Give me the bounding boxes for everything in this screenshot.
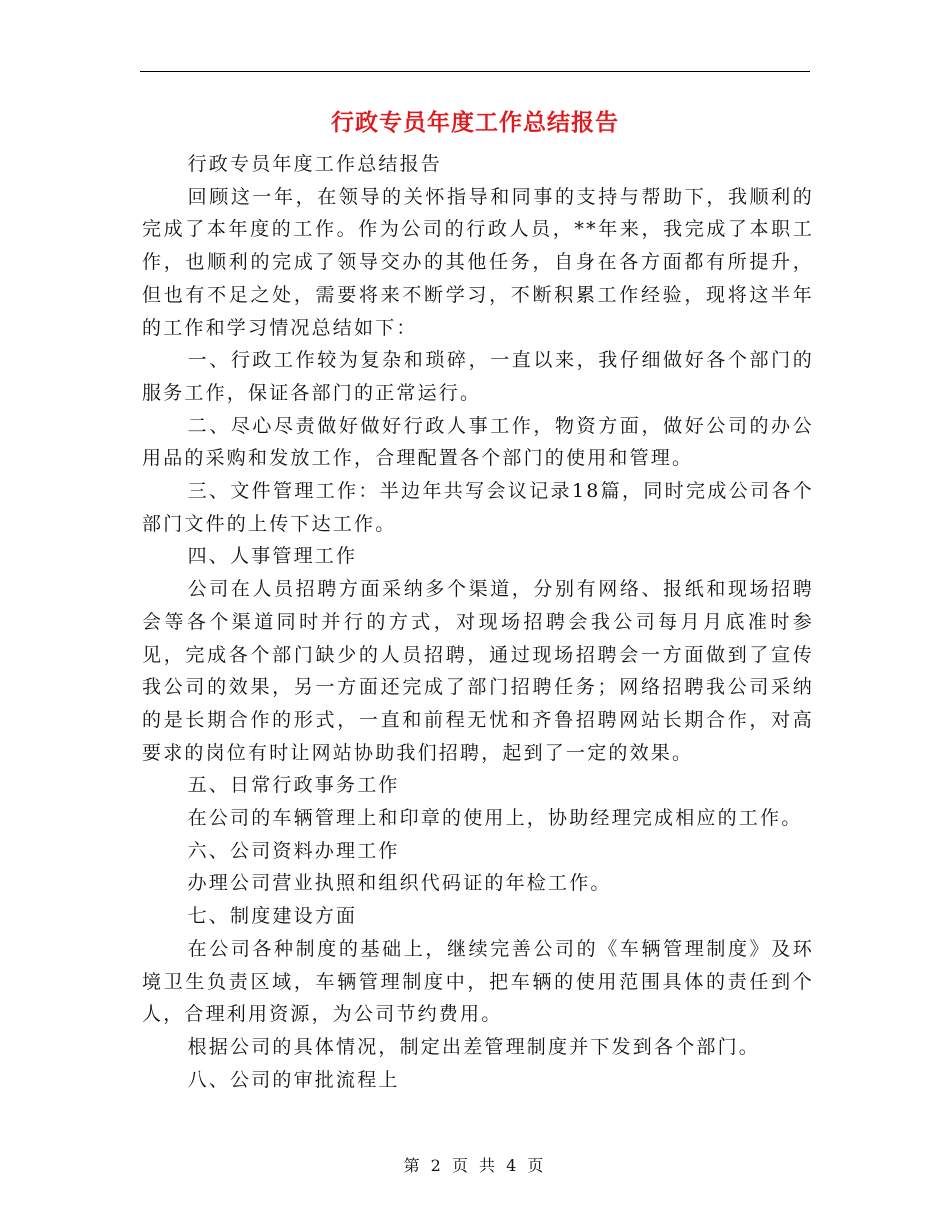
document-title: 行政专员年度工作总结报告 [331,109,619,136]
paragraph: 公司在人员招聘方面采纳多个渠道，分别有网络、报纸和现场招聘会等各个渠道同时并行的方式，对现场招聘会我公司每月月底准时参见，完成各个部门缺少的人员招聘，通过现场招聘会一方面做到了宣传我公司的效果，另一方面还完成了部门招聘任务；网络招聘我公司采纳的是长期合作的形式，一直和前程无忧和齐鲁招聘网站长期合作，对高要求的岗位有时让网站协助我们招聘，起到了一定的效果。 [142,578,814,764]
section-heading: 七、制度建设方面 [187,905,358,928]
paragraph: 三、文件管理工作：半边年共写会议记录18篇，同时完成公司各个部门文件的上传下达工作。 [142,480,814,535]
section-heading: 四、人事管理工作 [187,545,358,568]
section-heading: 六、公司资料办理工作 [187,839,400,862]
paragraph: 在公司的车辆管理上和印章的使用上，协助经理完成相应的工作。 [187,807,803,830]
paragraph: 行政专员年度工作总结报告 [187,153,442,175]
paragraph: 根据公司的具体情况，制定出差管理制度并下发到各个部门。 [187,1035,760,1058]
page-number: 第 2 页 共 4 页 [403,1156,547,1175]
paragraph: 一、行政工作较为复杂和琐碎，一直以来，我仔细做好各个部门的服务工作，保证各部门的正常运行。 [142,349,814,404]
section-heading: 五、日常行政事务工作 [187,774,400,797]
paragraph: 办理公司营业执照和组织代码证的年检工作。 [187,872,612,895]
document-body [142,148,814,1096]
section-heading: 八、公司的审批流程上 [187,1068,400,1091]
paragraph: 二、尽心尽责做好做好行政人事工作，物资方面，做好公司的办公用品的采购和发放工作，合理配置各个部门的使用和管理。 [142,414,814,470]
paragraph: 回顾这一年，在领导的关怀指导和同事的支持与帮助下，我顺利的完成了本年度的工作。作为公司的行政人员，**年来，我完成了本职工作，也顺利的完成了领导交办的其他任务，自身在各方面都有所提升，但也有不足之处，需要将来不断学习，不断积累工作经验，现将这半年的工作和学习情况总结如下： [142,185,814,339]
paragraph: 在公司各种制度的基础上，继续完善公司的《车辆管理制度》及环境卫生负责区域，车辆管理制度中，把车辆的使用范围具体的责任到个人，合理利用资源，为公司节约费用。 [142,937,814,1026]
header-rule [140,71,810,72]
